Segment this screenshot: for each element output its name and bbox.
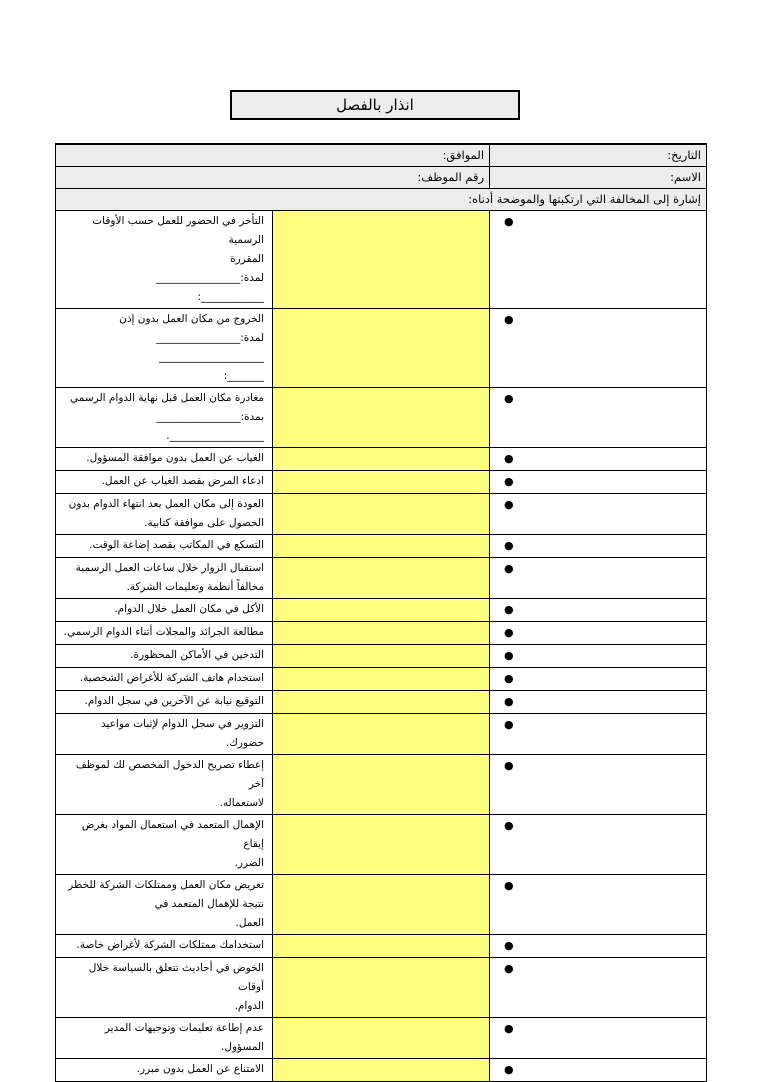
violation-row — [56, 494, 707, 535]
violation-text-line: الغياب عن العمل بدون موافقة المسؤول. — [86, 452, 265, 464]
bullet-icon: ● — [504, 718, 514, 731]
violation-description — [56, 211, 273, 309]
violation-text-line: تعريض مكان العمل وممتلكات الشركة للخطر — [68, 879, 265, 891]
bullet-icon: ● — [504, 313, 514, 326]
violation-text-line: ____________: — [197, 291, 265, 303]
violation-notes-field[interactable] — [273, 535, 490, 558]
violation-text-line: استخدام هاتف الشركة للأغراض الشخصية. — [79, 672, 265, 684]
name-label: الاسم: — [670, 170, 701, 184]
violation-text-line: التوقيع نيابة عن الآخرين في سجل الدوام. — [84, 695, 265, 707]
violation-description — [56, 471, 273, 494]
violation-row — [56, 309, 707, 388]
bullet-icon: ● — [504, 603, 514, 616]
violation-description — [56, 622, 273, 645]
violation-description — [56, 875, 273, 935]
bullet-icon: ● — [504, 759, 514, 772]
violation-text-line: __________________. — [166, 430, 265, 442]
violation-text-line: الأكل في مكان العمل خلال الدوام. — [114, 603, 265, 615]
violation-notes-field[interactable] — [273, 448, 490, 471]
violation-text-line: مطالعة الجرائد والمجلات أثناء الدوام الرسمي. — [63, 626, 265, 638]
violation-notes-field[interactable] — [273, 622, 490, 645]
name-field[interactable] — [490, 167, 707, 189]
violation-text-line: لاستعماله. — [219, 797, 265, 809]
violation-row — [56, 448, 707, 471]
violation-row — [56, 691, 707, 714]
violation-checkbox[interactable] — [490, 599, 707, 622]
violation-notes-field[interactable] — [273, 875, 490, 935]
violation-notes-field[interactable] — [273, 958, 490, 1018]
corresponding-label: الموافق: — [442, 148, 485, 162]
violation-text-line: التزوير في سجل الدوام لإثبات مواعيد حضورك. — [100, 718, 265, 749]
violation-text-line: الضرر. — [234, 857, 265, 869]
violation-row — [56, 1059, 707, 1082]
violation-notes-field[interactable] — [273, 714, 490, 755]
violation-checkbox[interactable] — [490, 388, 707, 448]
violation-row — [56, 558, 707, 599]
bullet-icon: ● — [504, 672, 514, 685]
bullet-icon: ● — [504, 562, 514, 575]
violation-notes-field[interactable] — [273, 645, 490, 668]
violation-notes-field[interactable] — [273, 1059, 490, 1082]
violation-notes-field[interactable] — [273, 471, 490, 494]
date-label: التاريخ: — [667, 148, 701, 162]
violation-row — [56, 755, 707, 815]
violation-row — [56, 599, 707, 622]
violation-description — [56, 494, 273, 535]
violation-text-line: المقررة — [230, 253, 265, 265]
employee-number-field[interactable] — [56, 167, 490, 189]
bullet-icon: ● — [504, 539, 514, 552]
employee-number-label: رقم الموظف: — [417, 170, 485, 184]
violation-notes-field[interactable] — [273, 935, 490, 958]
violation-description — [56, 388, 273, 448]
bullet-icon: ● — [504, 626, 514, 639]
violation-description — [56, 599, 273, 622]
violation-text-line: العودة إلى مكان العمل بعد انتهاء الدوام بدون — [68, 498, 265, 510]
violation-text-line: لمدة:________________ — [156, 272, 265, 284]
violation-notes-field[interactable] — [273, 691, 490, 714]
date-field[interactable] — [490, 144, 707, 167]
violation-checkbox[interactable] — [490, 558, 707, 599]
violation-row — [56, 645, 707, 668]
warning-form-table — [55, 143, 707, 1082]
violation-checkbox[interactable] — [490, 875, 707, 935]
violation-text-line: استخدامك ممتلكات الشركة لأغراض خاصة. — [76, 939, 265, 951]
bullet-icon: ● — [504, 695, 514, 708]
violation-row — [56, 815, 707, 875]
violation-notes-field[interactable] — [273, 211, 490, 309]
violation-text-line: _______: — [223, 370, 265, 382]
violation-text-line: عدم إطاعة تعليمات وتوجيهات المدير المسؤول. — [104, 1022, 265, 1053]
violation-row — [56, 535, 707, 558]
violation-notes-field[interactable] — [273, 668, 490, 691]
violation-checkbox[interactable] — [490, 935, 707, 958]
violation-description — [56, 668, 273, 691]
bullet-icon: ● — [504, 1063, 514, 1076]
violation-checkbox[interactable] — [490, 211, 707, 309]
violation-description — [56, 448, 273, 471]
violation-description — [56, 535, 273, 558]
violation-text-line: الحصول على موافقة كتابية. — [144, 517, 265, 529]
violation-text-line: بمدة:________________ — [156, 411, 265, 423]
bullet-icon: ● — [504, 498, 514, 511]
violation-row — [56, 668, 707, 691]
violation-checkbox[interactable] — [490, 1059, 707, 1082]
violation-description — [56, 714, 273, 755]
violation-text-line: الدوام. — [234, 1000, 265, 1012]
violation-text-line: الخروج من مكان العمل بدون إذن — [119, 313, 265, 325]
bullet-icon: ● — [504, 962, 514, 975]
bullet-icon: ● — [504, 879, 514, 892]
violation-text-line: التدخين في الأماكن المحظورة. — [130, 649, 265, 661]
violation-text-line: الامتناع عن العمل بدون مبرر. — [136, 1063, 265, 1075]
violation-notes-field[interactable] — [273, 558, 490, 599]
bullet-icon: ● — [504, 819, 514, 832]
violation-checkbox[interactable] — [490, 622, 707, 645]
violation-text-line: الخوض في أحاديث تتعلق بالسياسة خلال أوقات — [88, 962, 265, 993]
violation-checkbox[interactable] — [490, 645, 707, 668]
violation-row — [56, 875, 707, 935]
violation-row — [56, 935, 707, 958]
violation-text-line: مخالفاً أنظمة وتعليمات الشركة. — [126, 581, 265, 593]
violation-notes-field[interactable] — [273, 494, 490, 535]
violation-description — [56, 935, 273, 958]
bullet-icon: ● — [504, 392, 514, 405]
violation-row — [56, 211, 707, 309]
bullet-icon: ● — [504, 649, 514, 662]
page-title: انذار بالفصل — [230, 90, 520, 120]
violation-description — [56, 309, 273, 388]
violation-text-line: لمدة:________________ — [156, 332, 265, 344]
violation-checkbox[interactable] — [490, 668, 707, 691]
violation-checkbox[interactable] — [490, 448, 707, 471]
violation-checkbox[interactable] — [490, 309, 707, 388]
violation-checkbox[interactable] — [490, 714, 707, 755]
violation-description — [56, 1059, 273, 1082]
violation-text-line: ادعاء المرض بقصد الغياب عن العمل. — [101, 475, 265, 487]
violation-description — [56, 645, 273, 668]
violation-text-line: الإهمال المتعمد في استعمال المواد بغرض إيقاع — [81, 819, 265, 850]
violation-notes-field[interactable] — [273, 815, 490, 875]
violation-row — [56, 958, 707, 1018]
violation-text-line: نتيجة للإهمال المتعمد في — [154, 898, 265, 910]
violation-text-line: التأخر في الحضور للعمل حسب الأوقات الرسمية — [92, 215, 265, 246]
bullet-icon: ● — [504, 215, 514, 228]
violation-notes-field[interactable] — [273, 755, 490, 815]
instruction-text: إشارة إلى المخالفة التي ارتكبتها والموضحة أدناه: — [56, 189, 707, 211]
violation-notes-field[interactable] — [273, 388, 490, 448]
bullet-icon: ● — [504, 939, 514, 952]
violation-checkbox[interactable] — [490, 691, 707, 714]
violation-notes-field[interactable] — [273, 599, 490, 622]
violation-checkbox[interactable] — [490, 494, 707, 535]
violation-text-line: العمل. — [235, 917, 265, 929]
violation-text-line: مغادرة مكان العمل قبل نهاية الدوام الرسمي — [70, 392, 265, 404]
violation-notes-field[interactable] — [273, 309, 490, 388]
violation-checkbox[interactable] — [490, 815, 707, 875]
bullet-icon: ● — [504, 475, 514, 488]
violation-checkbox[interactable] — [490, 535, 707, 558]
violation-row — [56, 622, 707, 645]
violation-description — [56, 958, 273, 1018]
corresponding-date-field[interactable] — [56, 144, 490, 167]
violation-row — [56, 714, 707, 755]
violation-text-line: ____________________ — [159, 351, 265, 363]
bullet-icon: ● — [504, 452, 514, 465]
violation-row — [56, 471, 707, 494]
violation-checkbox[interactable] — [490, 471, 707, 494]
violation-description — [56, 558, 273, 599]
violation-text-line: استقبال الزوار خلال ساعات العمل الرسمية — [75, 562, 265, 574]
violation-row — [56, 388, 707, 448]
violation-description — [56, 815, 273, 875]
violation-text-line: التسكع في المكاتب بقصد إضاعة الوقت. — [89, 539, 265, 551]
violation-text-line: إعطاء تصريح الدخول المخصص لك لموظف آخر — [75, 759, 265, 790]
violation-description — [56, 755, 273, 815]
violation-checkbox[interactable] — [490, 755, 707, 815]
bullet-icon: ● — [504, 1022, 514, 1035]
violation-description — [56, 691, 273, 714]
violation-checkbox[interactable] — [490, 958, 707, 1018]
